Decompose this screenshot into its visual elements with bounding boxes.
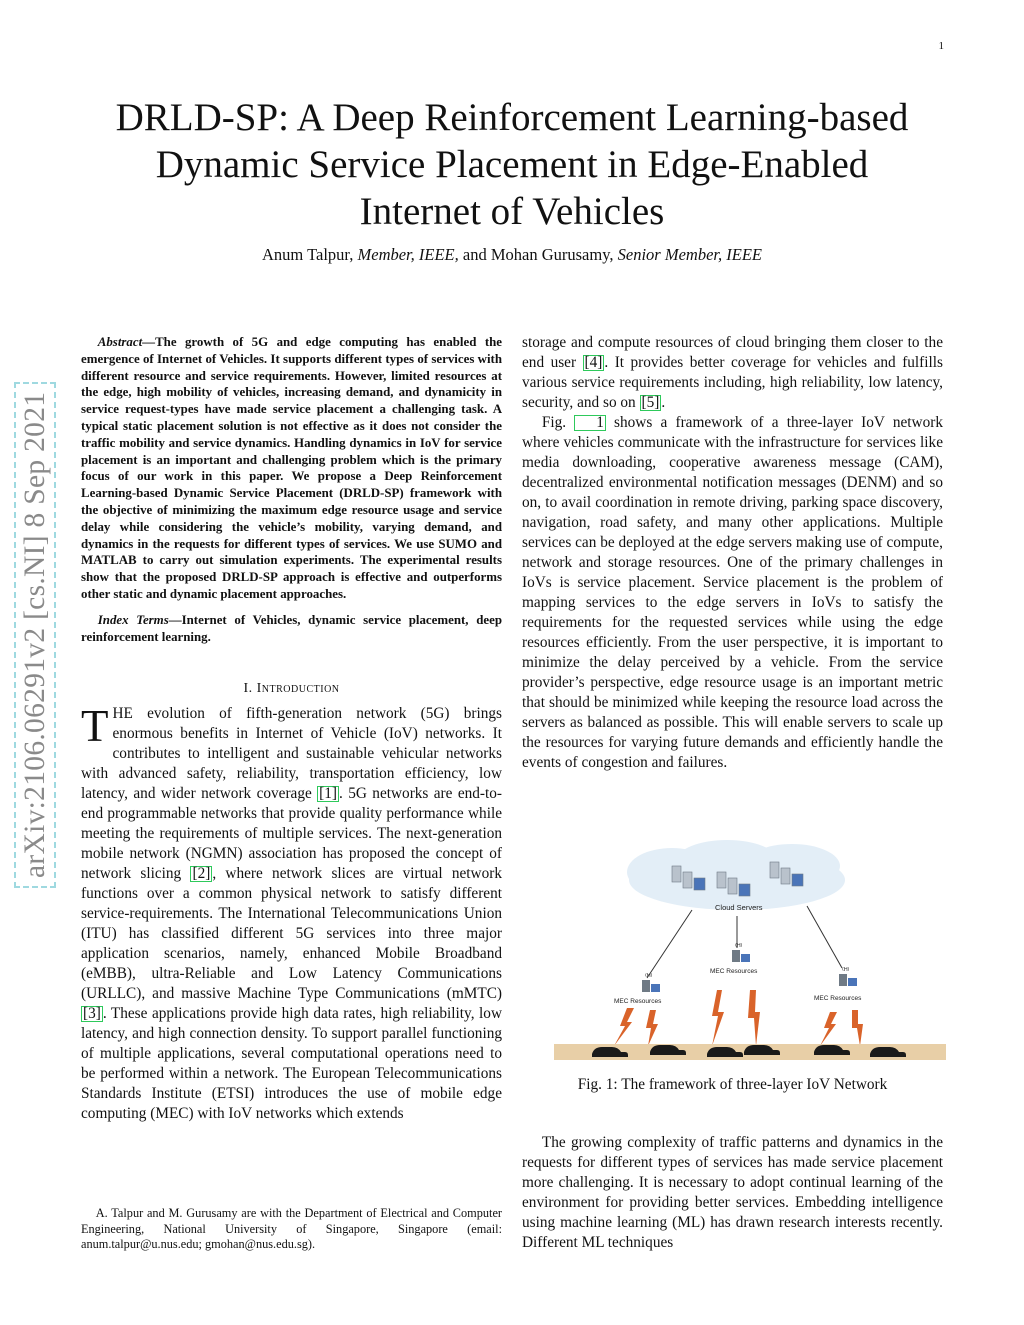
right-paragraph-3 bbox=[522, 1133, 943, 1253]
title-line-3: Internet of Vehicles bbox=[359, 190, 665, 233]
right-paragraph-2 bbox=[522, 413, 943, 773]
right-text-3: The growing complexity of traffic patterns and dynamics in the requests for different types of services has made service placement more challenging. It is necessary to adopt continual learning of the environment for providing better services. Embedding intelligence using machine learning (ML) has drawn research interests recently. Different ML techniques bbox=[522, 1134, 943, 1251]
section-number: I. bbox=[243, 681, 257, 697]
svg-text:⁽ᴴ⁾: ⁽ᴴ⁾ bbox=[842, 966, 850, 975]
author-line bbox=[60, 245, 964, 265]
right-paragraph-1 bbox=[522, 333, 943, 413]
abstract-label: Abstract bbox=[97, 335, 143, 349]
citation-5[interactable]: [5] bbox=[641, 394, 660, 411]
author-conjunction: and Mohan Gurusamy, bbox=[458, 245, 618, 264]
abstract bbox=[81, 334, 502, 603]
citation-1[interactable]: [1] bbox=[319, 785, 338, 803]
mec-label-left: MEC Resources bbox=[614, 998, 662, 1005]
intro-text-2: . 5G networks are end-to-end programmable networks that provide quality performance while meeting the requirements of multiple services. The next-generation mobile network (NGMN) association has proposed the concept of network slicing bbox=[81, 785, 502, 883]
author-2-role: Senior Member, IEEE bbox=[617, 245, 762, 264]
intro-text-1: HE evolution of fifth-generation network (5G) brings enormous benefits in Internet of Vehicle (IoV) networks. It contributes to intelligent and sustainable vehicular networks with advanced safety, reliability, transportation efficiency, low latency, and wider network coverage bbox=[81, 705, 502, 803]
svg-text:⁽ᴴ⁾: ⁽ᴴ⁾ bbox=[645, 972, 653, 981]
citation-4[interactable]: [4] bbox=[584, 354, 603, 371]
right-text-1b: . It provides better coverage for vehicles and fulfills various service requirements including, high reliability, low latency, security, and so on bbox=[522, 354, 943, 411]
author-1-role: Member, IEEE, bbox=[357, 245, 459, 264]
figure-1-link[interactable]: 1 bbox=[574, 415, 606, 431]
drop-cap: T bbox=[81, 701, 109, 752]
paper-title bbox=[60, 94, 964, 235]
cloud-shape bbox=[627, 840, 845, 910]
mec-label-center: MEC Resources bbox=[710, 968, 758, 975]
intro-text-4: . These applications provide high data rates, high reliability, low latency, and high connection density. To support parallel functioning of multiple applications, several computational operations need to be performed within a network. The European Telecommunications Standards Institute (ETSI) introduces the use of mobile edge computing (MEC) with IoV networks which extends bbox=[81, 1005, 502, 1123]
abstract-text: —The growth of 5G and edge computing has enabled the emergence of Internet of Vehicles. It supports different types of services with different resource and service requirements. However, limited resources at the edge, high mobility of vehicles, increasing demand, and dynamicity in service request-types have made service placement a challenging task. A typical static placement solution is not effective as it does not consider the traffic mobility and service dynamics. Handling dynamics in IoV for service placement is an important and challenging problem which is the primary focus of our work in this paper. We propose a Deep Reinforcement Learning-based Dynamic Service Placement (DRLD-SP) framework with the objective of minimizing the maximum edge resource usage and service delay while considering the vehicle’s mobility, varying demand, and dynamics in the requests for different types of services. We use SUMO and MATLAB to carry out simulation experiments. The experimental results show that the proposed DRLD-SP approach is effective and outperforms other static and dynamic placement approaches. bbox=[81, 335, 502, 601]
title-line-2: Dynamic Service Placement in Edge-Enabled bbox=[155, 143, 869, 186]
index-terms-label: Index Terms bbox=[97, 612, 169, 627]
right-text-1a: storage and compute resources of cloud bringing them closer to the end user bbox=[522, 334, 943, 371]
page-number: 1 bbox=[938, 40, 944, 52]
cloud-label: Cloud Servers bbox=[715, 903, 763, 912]
intro-text-3: , where network slices are virtual network functions over a common physical network to satisfy different service-requirements. The International Telecommunications Union (ITU) has classified different 5G services into three major application scenarios, namely, enhanced Mobile Broadband (eMBB), ultra-Reliable and Low Latency Communications (URLLC), and massive Machine Type Communications (mMTC) bbox=[81, 865, 502, 1003]
right-text-2a: Fig. bbox=[541, 414, 575, 431]
section-heading bbox=[81, 679, 502, 699]
right-text-2b: shows a framework of a three-layer IoV network where vehicles communicate with the infrastructure for services like media downloading, cooperative awareness message (CAM), decentralized environmental notification messages (DENM) and so on, to avail coordination in remote driving, parking space discovery, navigation, road safety, and many other applications. Multiple services can be deployed at the edge servers making use of compute, network and storage resources. One of the primary challenges in IoVs is service placement. Service placement is the problem of mapping services to the edge servers in IoVs to satisfy the requirements for the requested services while using the edge resources efficiently. From the user perspective, it is important to minimize the delay perceived by a vehicle. From the service provider’s perspective, edge resource usage is an important metric that should be minimized while keeping the resource load across the servers as balanced as possible. This will enable servers to scale up the resources for varying future demands and efficiently handle the events of congestion and failures. bbox=[522, 414, 943, 771]
index-terms bbox=[81, 612, 502, 646]
iov-framework-figure bbox=[552, 840, 948, 1062]
author-1: Anum Talpur, bbox=[262, 245, 358, 264]
svg-text:⁽ᴴ⁾: ⁽ᴴ⁾ bbox=[735, 942, 743, 951]
citation-3[interactable]: [3] bbox=[83, 1005, 101, 1023]
arxiv-stamp: arXiv:2106.06291v2 [cs.NI] 8 Sep 2021 bbox=[14, 382, 56, 888]
left-column bbox=[81, 334, 502, 1124]
right-text-1c: . bbox=[661, 394, 666, 411]
section-title: Introduction bbox=[256, 681, 340, 697]
intro-paragraph bbox=[81, 701, 502, 1124]
right-column bbox=[522, 333, 943, 773]
index-terms-text: —Internet of Vehicles, dynamic service placement, deep reinforcement learning. bbox=[81, 612, 502, 644]
mec-tower-center bbox=[732, 942, 750, 962]
mec-tower-right bbox=[839, 966, 857, 986]
title-line-1: DRLD-SP: A Deep Reinforcement Learning-based bbox=[115, 96, 909, 139]
footnote: A. Talpur and M. Gurusamy are with the Department of Electrical and Computer Engineering, National University of Singapore, Singapore (email: anum.talpur@u.nus.edu; gmohan@nus.edu.sg). bbox=[81, 1206, 502, 1251]
citation-2[interactable]: [2] bbox=[192, 865, 211, 883]
figure-caption: Fig. 1: The framework of three-layer IoV Network bbox=[577, 1076, 888, 1093]
mec-tower-left bbox=[642, 972, 660, 992]
mec-label-right: MEC Resources bbox=[814, 995, 862, 1002]
